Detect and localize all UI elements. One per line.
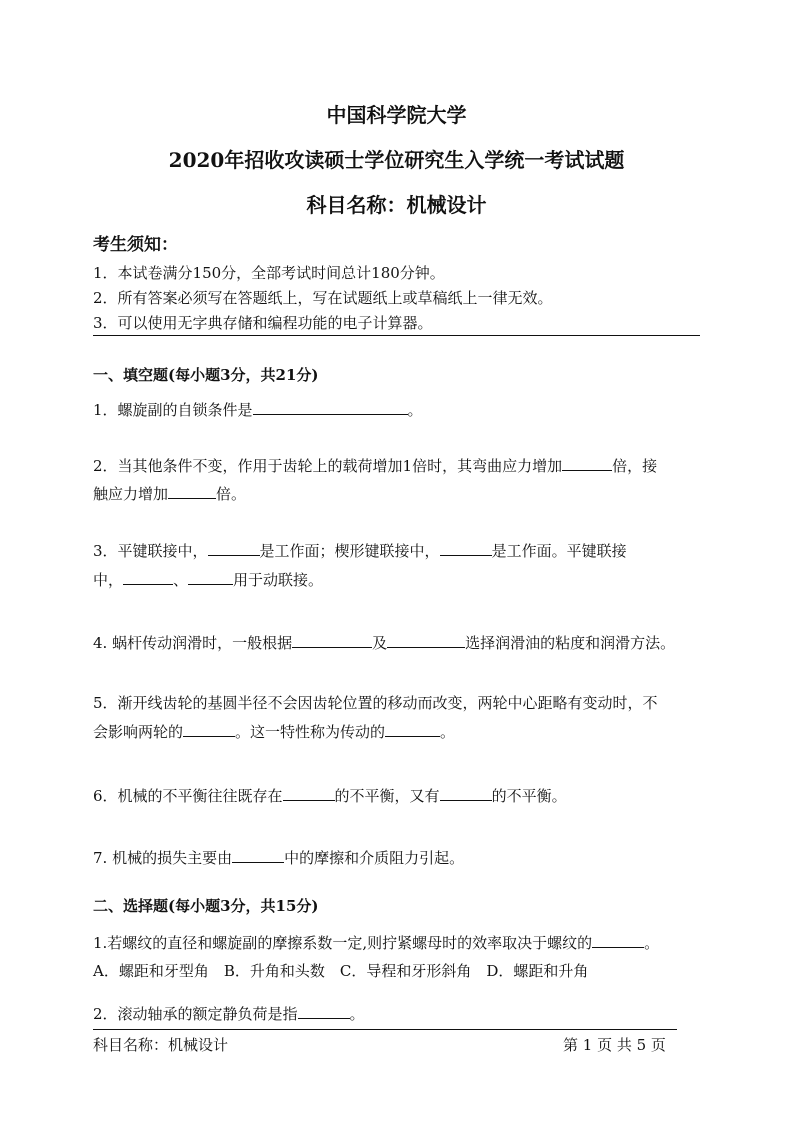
question-line	[93, 848, 464, 868]
question-text: 5．渐开线齿轮的基圆半径不会因齿轮位置的移动而改变，两轮中心距略有变动时，不	[93, 694, 658, 712]
question-text: 触应力增加	[93, 485, 169, 503]
question-text: 。这一特性称为传动的	[235, 723, 386, 741]
question-line	[93, 1004, 365, 1024]
question-text: 会影响两轮的	[93, 723, 184, 741]
question-text: 。	[407, 401, 423, 419]
question-text: 1.若螺纹的直径和螺旋副的摩擦系数一定,则拧紧螺母时的效率取决于螺纹的	[93, 934, 593, 952]
footer-page-number: 第 1 页 共 5 页	[563, 1036, 666, 1054]
question-line	[93, 541, 627, 561]
question-line	[93, 633, 675, 653]
question-text: 倍，接	[612, 457, 658, 475]
question-text: 4. 蜗杆传动润滑时，一般根据	[93, 634, 293, 652]
question-line	[93, 786, 567, 806]
section2-heading: 二、选择题(每小题3分，共15分)	[93, 897, 319, 915]
answer-blank	[232, 848, 284, 863]
notice-item: 1．本试卷满分150分，全部考试时间总计180分钟。	[93, 264, 445, 282]
answer-blank	[168, 484, 216, 499]
notice-heading: 考生须知：	[93, 235, 178, 255]
question-text: 的不平衡，又有	[334, 787, 440, 805]
question-line	[93, 693, 658, 713]
question-text: 3．平键联接中，	[93, 542, 208, 560]
question-text: 6．机械的不平衡往往既存在	[93, 787, 283, 805]
question-line	[93, 400, 423, 420]
answer-blank	[440, 541, 492, 556]
question-text: 是工作面；楔形键联接中，	[259, 542, 440, 560]
question-line	[93, 484, 246, 504]
answer-blank	[592, 933, 644, 948]
question-line	[93, 456, 657, 476]
question-text: A．螺距和牙型角 B．升角和头数 C．导程和牙形斜角 D．螺距和升角	[93, 962, 589, 980]
question-text: 是工作面。平键联接	[491, 542, 627, 560]
question-line	[93, 933, 659, 953]
answer-blank	[292, 633, 372, 648]
divider	[93, 335, 700, 336]
answer-blank	[283, 786, 335, 801]
question-text: 倍。	[216, 485, 247, 503]
footer-divider	[93, 1029, 677, 1030]
question-text: 用于动联接。	[233, 571, 324, 589]
question-text: 中，	[93, 571, 124, 589]
answer-blank	[208, 541, 260, 556]
question-text: 中的摩擦和介质阻力引起。	[284, 849, 465, 867]
subject-title: 科目名称：机械设计	[306, 193, 487, 217]
answer-blank	[385, 722, 440, 737]
section1-heading: 一、填空题(每小题3分，共21分)	[93, 366, 319, 384]
question-line	[93, 722, 455, 742]
footer-subject: 科目名称：机械设计	[93, 1036, 229, 1054]
question-text: 及	[372, 634, 388, 652]
question-text: 。	[644, 934, 660, 952]
question-text: 、	[173, 571, 189, 589]
question-text: 选择润滑油的粘度和润滑方法。	[465, 634, 676, 652]
answer-blank	[123, 570, 173, 585]
exam-title: 2020年招收攻读硕士学位研究生入学统一考试试题	[168, 148, 625, 172]
answer-blank	[387, 633, 465, 648]
question-text: 2．当其他条件不变，作用于齿轮上的载荷增加1倍时，其弯曲应力增加	[93, 457, 563, 475]
question-text: 。	[440, 723, 456, 741]
answer-blank	[298, 1004, 350, 1019]
school-title: 中国科学院大学	[326, 103, 467, 127]
answer-blank	[440, 786, 492, 801]
question-text: 。	[349, 1005, 365, 1023]
question-text: 2．滚动轴承的额定静负荷是指	[93, 1005, 298, 1023]
question-text: 的不平衡。	[491, 787, 567, 805]
question-line	[93, 961, 588, 981]
question-line	[93, 570, 323, 590]
answer-blank	[188, 570, 233, 585]
notice-item: 2．所有答案必须写在答题纸上，写在试题纸上或草稿纸上一律无效。	[93, 289, 553, 307]
question-text: 7. 机械的损失主要由	[93, 849, 233, 867]
answer-blank	[562, 456, 612, 471]
notice-item: 3．可以使用无字典存储和编程功能的电子计算器。	[93, 314, 433, 332]
answer-blank	[183, 722, 235, 737]
answer-blank	[253, 400, 408, 415]
question-text: 1．螺旋副的自锁条件是	[93, 401, 253, 419]
